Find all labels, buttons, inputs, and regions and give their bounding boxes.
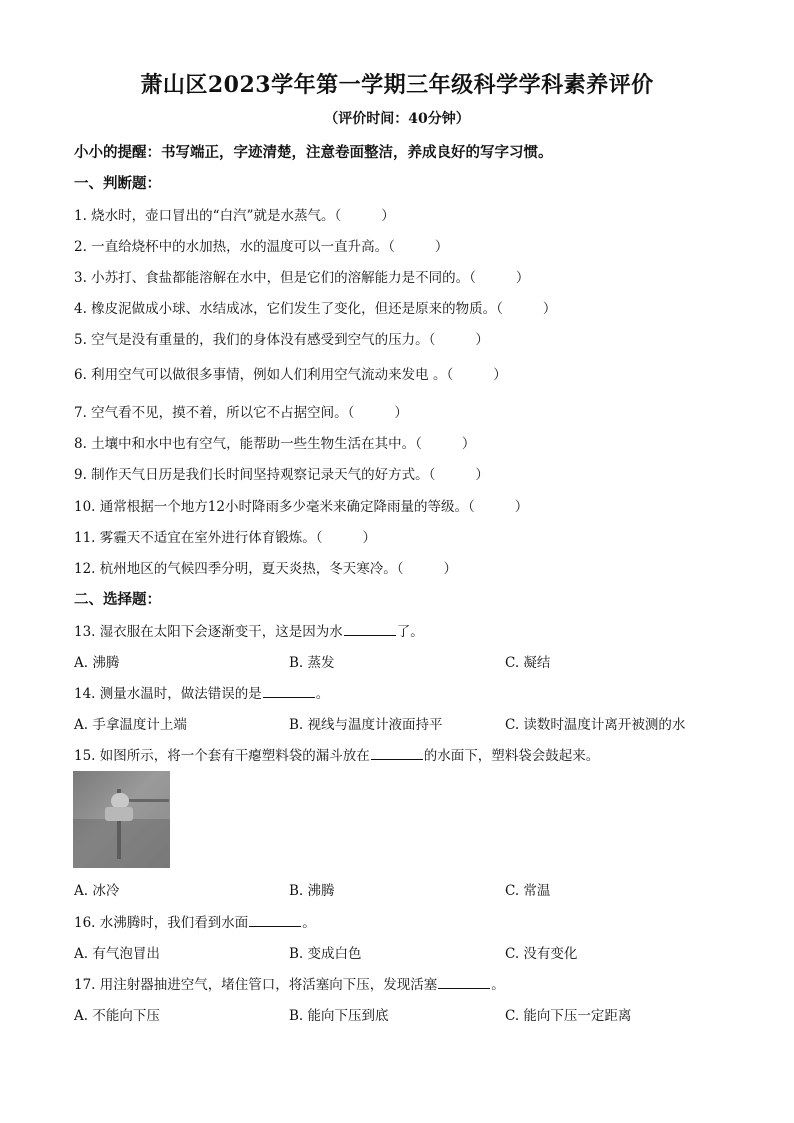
page-title: 萧山区2023学年第一学期三年级科学学科素养评价 bbox=[140, 72, 654, 98]
choice-17-option-c: C. 能向下压一定距离 bbox=[505, 1008, 632, 1024]
water-surface bbox=[73, 819, 170, 868]
judge-question-8: 8. 土壤中和水中也有空气，能帮助一些生物生活在其中。（ ） bbox=[74, 436, 476, 452]
judge-question-6: 6. 利用空气可以做很多事情，例如人们利用空气流动来发电 。（ ） bbox=[74, 367, 507, 383]
choice-16-option-b: B. 变成白色 bbox=[289, 946, 362, 962]
choice-13-option-a: A. 沸腾 bbox=[74, 655, 120, 671]
choice-question-16: 16. 水沸腾时，我们看到水面 。 bbox=[74, 915, 316, 931]
judge-question-10: 10. 通常根据一个地方12小时降雨多少毫米来确定降雨量的等级。（ ） bbox=[74, 499, 529, 515]
answer-blank bbox=[371, 747, 423, 760]
section-choice-title: 二、选择题： bbox=[74, 591, 161, 608]
choice-14-option-a: A. 手拿温度计上端 bbox=[74, 717, 187, 733]
choice-13-option-b: B. 蒸发 bbox=[289, 655, 335, 671]
answer-blank bbox=[249, 914, 301, 927]
choice-question-17: 17. 用注射器抽进空气，堵住管口，将活塞向下压，发现活塞 。 bbox=[74, 977, 505, 993]
exam-duration: （评价时间：40分钟） bbox=[324, 111, 470, 127]
choice-question-14: 14. 测量水温时，做法错误的是 。 bbox=[74, 686, 330, 702]
judge-question-2: 2. 一直给烧杯中的水加热，水的温度可以一直升高。（ ） bbox=[74, 239, 449, 255]
judge-question-11: 11. 雾霾天不适宜在室外进行体育锻炼。（ ） bbox=[74, 530, 377, 546]
writing-reminder: 小小的提醒：书写端正，字迹清楚，注意卷面整洁，养成良好的写字习惯。 bbox=[74, 144, 553, 161]
choice-13-option-c: C. 凝结 bbox=[505, 655, 551, 671]
answer-blank bbox=[438, 976, 490, 989]
judge-question-5: 5. 空气是没有重量的，我们的身体没有感受到空气的压力。（ ） bbox=[74, 332, 489, 348]
funnel-experiment-image bbox=[73, 771, 170, 868]
choice-17-option-a: A. 不能向下压 bbox=[74, 1008, 160, 1024]
clamp-rod bbox=[129, 799, 169, 802]
choice-16-option-c: C. 没有变化 bbox=[505, 946, 578, 962]
choice-question-13: 13. 湿衣服在太阳下会逐渐变干，这是因为水 了。 bbox=[74, 624, 424, 640]
choice-14-option-c: C. 读数时温度计离开被测的水 bbox=[505, 717, 686, 733]
answer-blank bbox=[344, 623, 396, 636]
judge-question-9: 9. 制作天气日历是我们长时间坚持观察记录天气的好方式。（ ） bbox=[74, 467, 489, 483]
judge-question-1: 1. 烧水时，壶口冒出的“白汽”就是水蒸气。（ ） bbox=[74, 208, 395, 224]
answer-blank bbox=[263, 685, 315, 698]
choice-15-option-c: C. 常温 bbox=[505, 883, 551, 899]
choice-17-option-b: B. 能向下压到底 bbox=[289, 1008, 389, 1024]
judge-question-3: 3. 小苏打、食盐都能溶解在水中，但是它们的溶解能力是不同的。（ ） bbox=[74, 270, 530, 286]
judge-question-4: 4. 橡皮泥做成小球、水结成冰，它们发生了变化，但还是原来的物质。（ ） bbox=[74, 301, 557, 317]
judge-question-7: 7. 空气看不见，摸不着，所以它不占据空间。（ ） bbox=[74, 405, 408, 421]
choice-14-option-b: B. 视线与温度计液面持平 bbox=[289, 717, 443, 733]
section-judge-title: 一、判断题： bbox=[74, 175, 161, 192]
choice-15-option-a: A. 冰冷 bbox=[74, 883, 120, 899]
choice-16-option-a: A. 有气泡冒出 bbox=[74, 946, 160, 962]
judge-question-12: 12. 杭州地区的气候四季分明，夏天炎热，冬天寒冷。（ ） bbox=[74, 561, 458, 577]
choice-15-option-b: B. 沸腾 bbox=[289, 883, 335, 899]
funnel bbox=[105, 807, 133, 821]
choice-question-15: 15. 如图所示，将一个套有干瘪塑料袋的漏斗放在 的水面下，塑料袋会鼓起来。 bbox=[74, 748, 600, 764]
